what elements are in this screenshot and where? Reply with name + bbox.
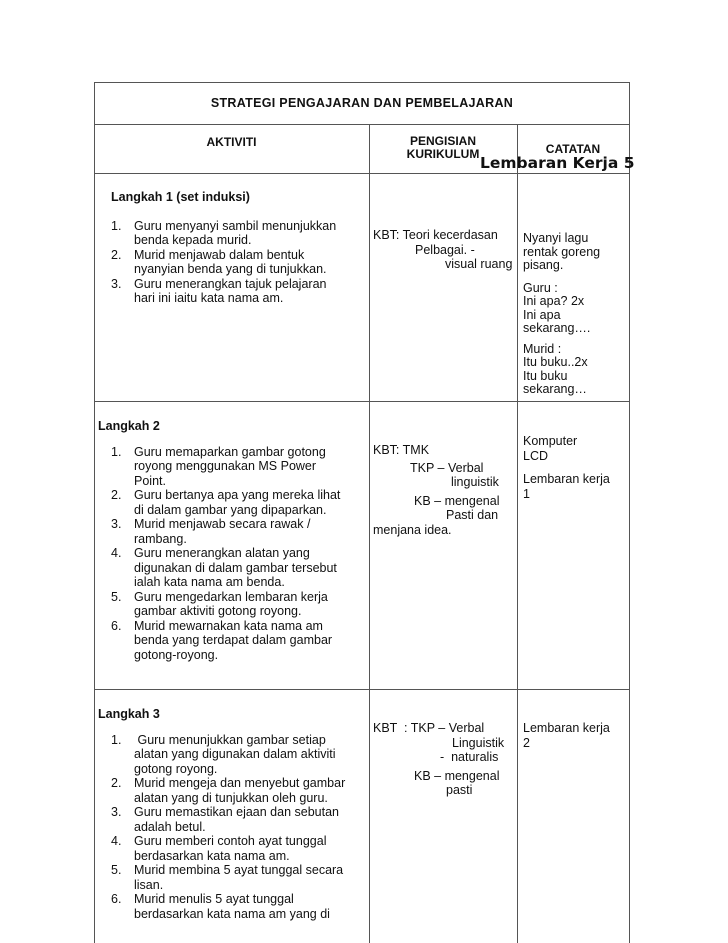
table-divider-title [94, 124, 630, 125]
langkah3-catatan: Lembaran kerja 2 [523, 721, 610, 750]
list-item: 3. Guru menerangkan tajuk pelajaran hari ini iaitu kata nama am. [111, 276, 327, 305]
table-border-right [629, 82, 630, 943]
langkah2-kurikulum: KBT: TMK TKP – Verbal linguistik KB – mengenal Pasti dan menjana idea. [373, 443, 500, 537]
list-item: 4. Guru memberi contoh ayat tunggal berdasarkan kata nama am. [111, 834, 327, 863]
list-item: 2. Murid mengeja dan menyebut gambar alatan yang di tunjukkan oleh guru. [111, 776, 346, 805]
langkah1-steps [111, 219, 366, 306]
langkah3-aktiviti [98, 707, 366, 921]
list-item: 2. Guru bertanya apa yang mereka lihat di dalam gambar yang dipaparkan. [111, 488, 341, 517]
langkah3-title: Langkah 3 [98, 707, 160, 721]
list-item: 1. Guru menunjukkan gambar setiap alatan yang digunakan dalam aktiviti gotong royong. [111, 732, 336, 776]
list-item: 1. Guru menyanyi sambil menunjukkan benda kepada murid. [111, 218, 337, 247]
table-divider-langkah2 [94, 401, 630, 402]
langkah1-catatan [523, 232, 627, 397]
list-item: 2. Murid menjawab dalam bentuk nyanyian benda yang di tunjukkan. [111, 247, 327, 276]
header-pengisian-line2: KURIKULUM [406, 147, 480, 161]
catatan-murid: Murid : Itu buku..2x Itu buku sekarang… [523, 341, 588, 396]
column-divider-2 [517, 124, 518, 943]
list-item: 6. Murid mewarnakan kata nama am benda yang terdapat dalam gambar gotong-royong. [111, 618, 333, 662]
catatan-guru: Guru : Ini apa? 2x Ini apa sekarang…. [523, 280, 591, 335]
table-border-top [94, 82, 630, 83]
langkah2-title: Langkah 2 [98, 419, 160, 433]
catatan-lagu: Nyanyi lagu rentak goreng pisang. [523, 231, 601, 272]
column-divider-1 [369, 124, 370, 943]
table-border-left [94, 82, 95, 943]
langkah3-kurikulum: KBT : TKP – Verbal Linguistik - naturalis KB – mengenal pasti [373, 721, 505, 797]
list-item: 3. Murid menjawab secara rawak / rambang. [111, 517, 311, 546]
langkah2-catatan: Komputer LCD Lembaran kerja 1 [523, 434, 610, 501]
list-item: 6. Murid menulis 5 ayat tunggal berdasarkan kata nama am yang di [111, 892, 330, 921]
list-item: 5. Murid membina 5 ayat tunggal secara lisan. [111, 863, 344, 892]
table-divider-langkah3 [94, 689, 630, 690]
langkah2-aktiviti [98, 419, 366, 662]
langkah1-kurikulum: KBT: Teori kecerdasan Pelbagai. - visual ruang [373, 228, 513, 271]
header-catatan: CATATAN [545, 142, 601, 156]
document-title: STRATEGI PENGAJARAN DAN PEMBELAJARAN [210, 96, 514, 110]
header-aktiviti: AKTIVITI [206, 135, 257, 149]
langkah1-aktiviti [111, 190, 366, 306]
list-item: 5. Guru mengedarkan lembaran kerja gambar aktiviti gotong royong. [111, 589, 328, 618]
list-item: 3. Guru memastikan ejaan dan sebutan adalah betul. [111, 805, 339, 834]
header-pengisian-line1: PENGISIAN [409, 134, 476, 148]
list-item: 1. Guru memaparkan gambar gotong royong menggunakan MS Power Point. [111, 444, 326, 488]
list-item: 4. Guru menerangkan alatan yang digunakan di dalam gambar tersebut ialah kata nama am benda. [111, 546, 337, 589]
langkah1-title: Langkah 1 (set induksi) [111, 190, 250, 204]
table-divider-header [94, 173, 630, 174]
langkah3-steps [111, 733, 366, 922]
lembaran-kerja-stamp: Lembaran Kerja 5 [480, 154, 635, 172]
langkah2-steps [111, 445, 366, 663]
